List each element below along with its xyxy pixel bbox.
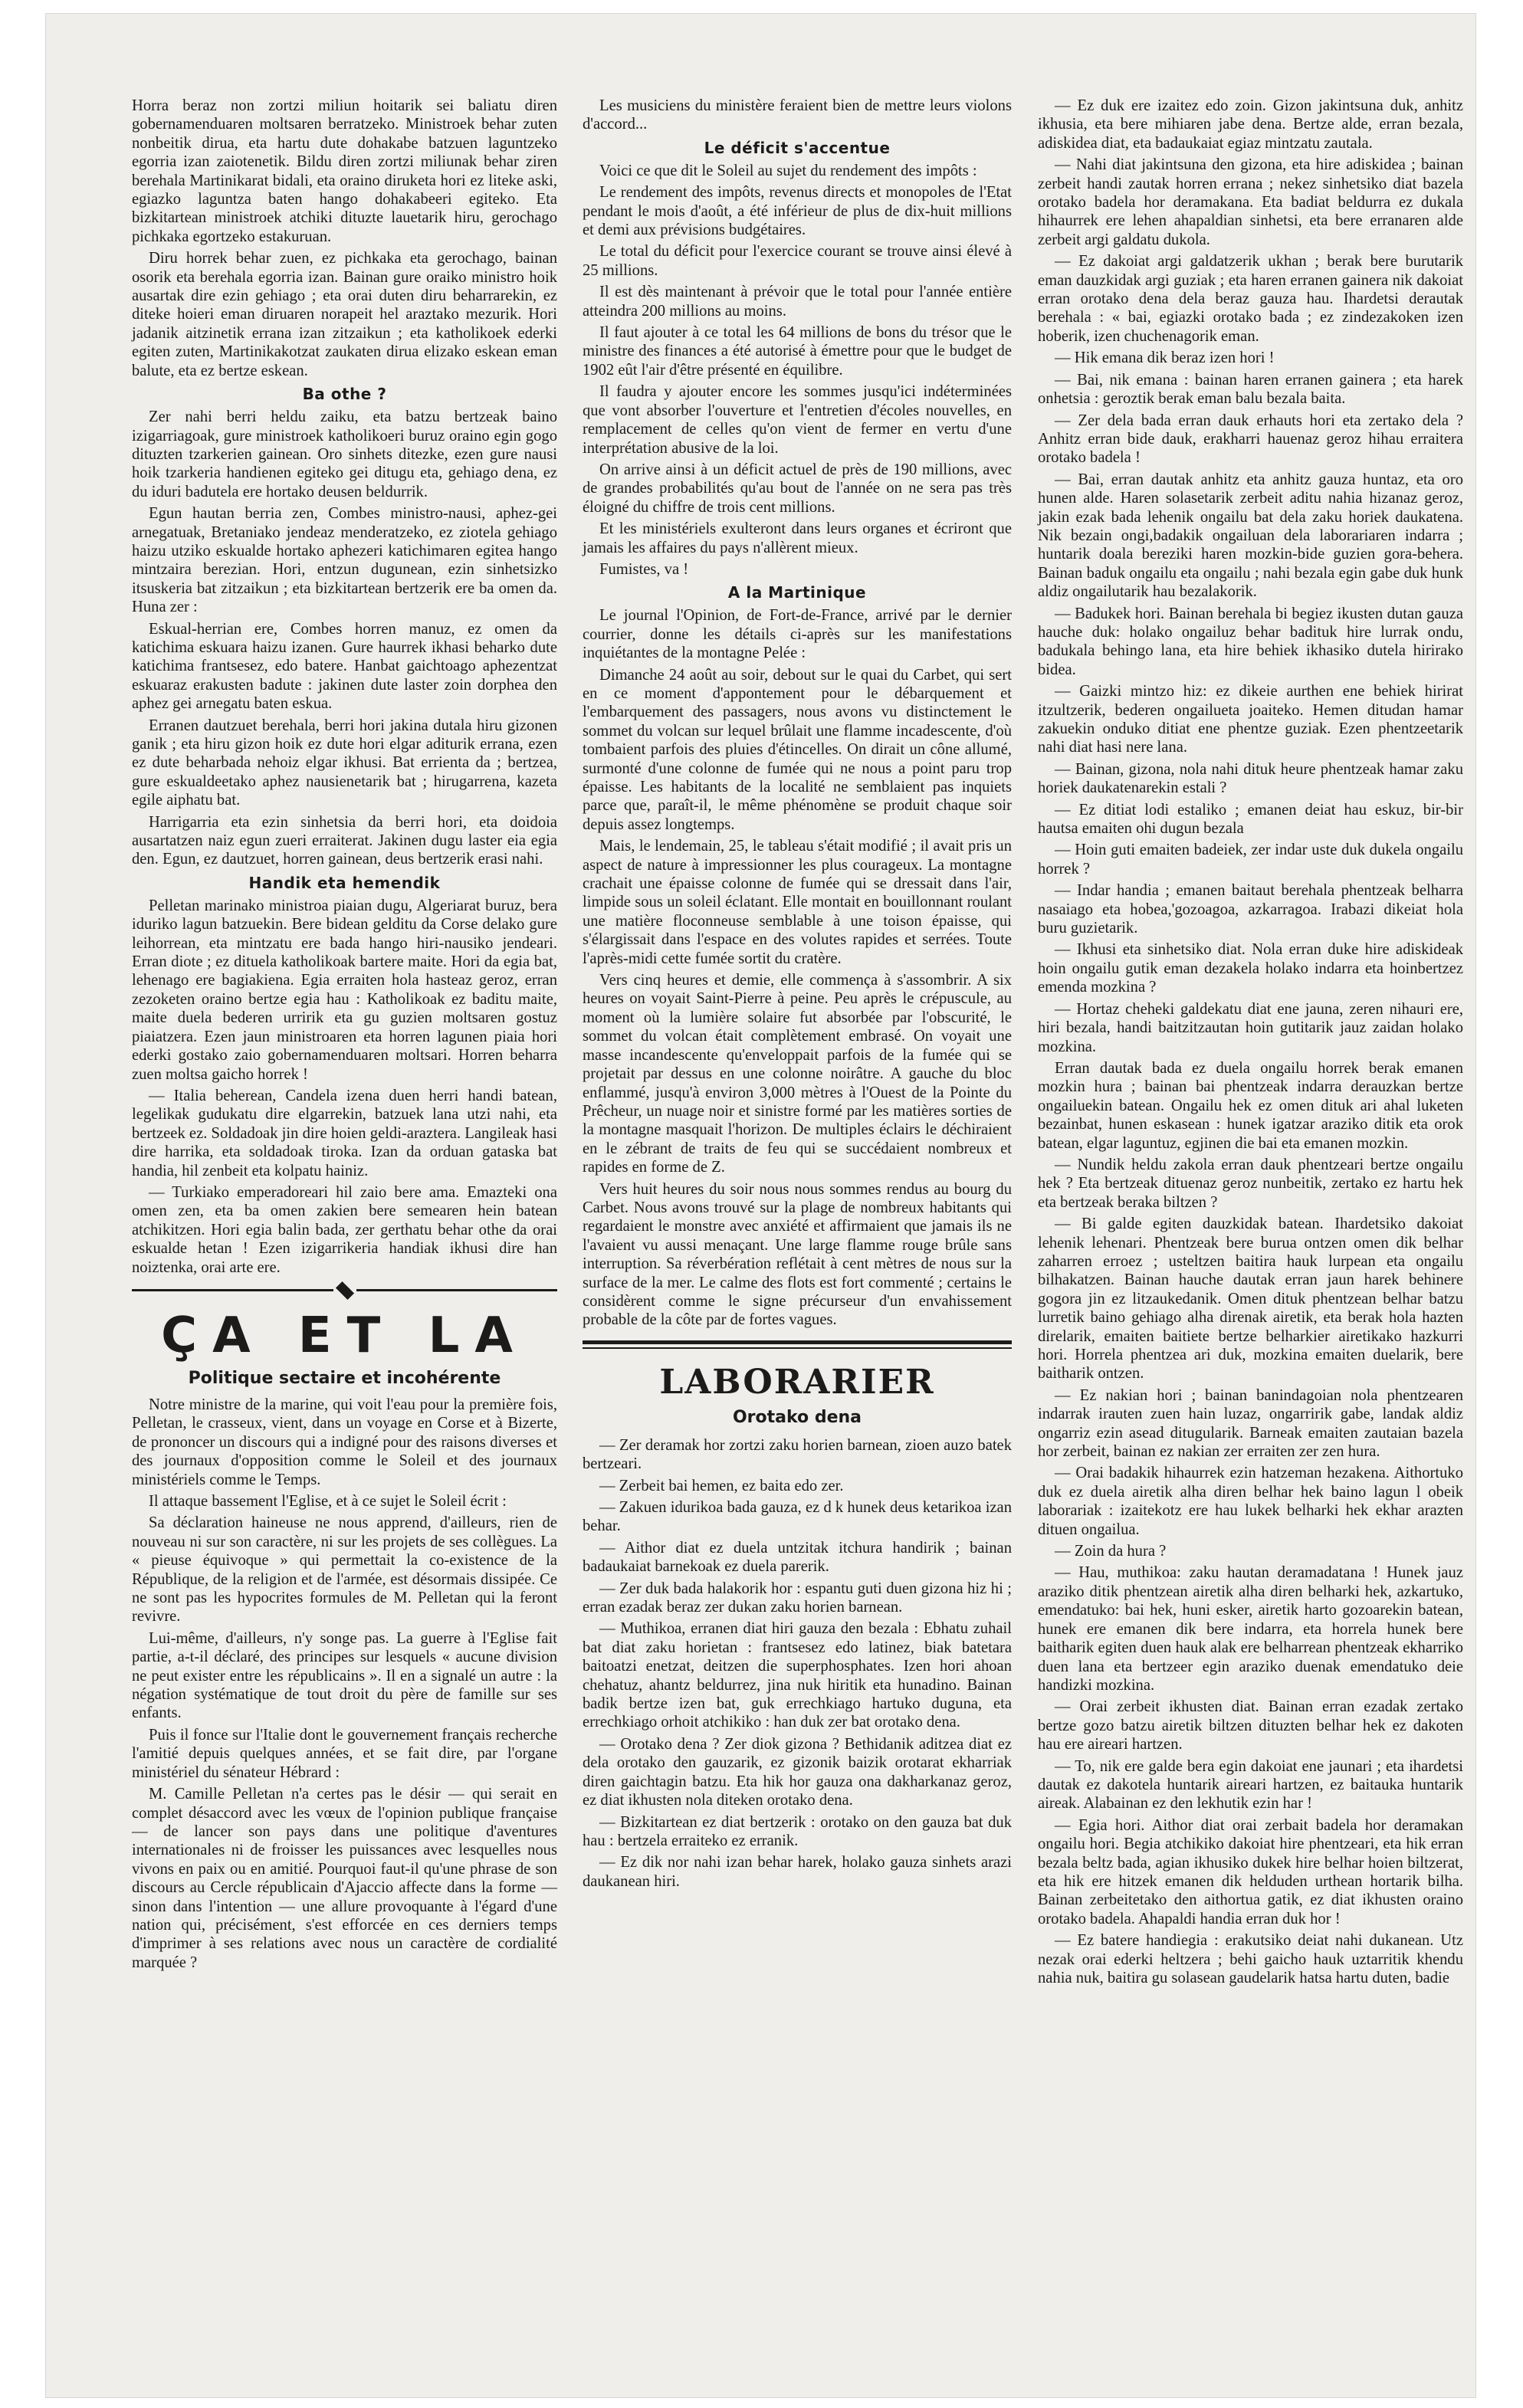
paragraph: — Ez nakian hori ; bainan banindagoian nola phentzearen indarrak irauten zuen hain luzaz, ongarririk gabe, landak aldiz ongarriz ezin asead ditugularik. Barneak emaiten zautaian bazela hor zerbeit, bainan ez nakian zer erraiten zer zen hura. [1038, 1386, 1463, 1461]
ornamental-divider [132, 1284, 557, 1297]
paragraph: — Badukek hori. Bainan berehala bi begiez ikusten dutan gauza hauche duk: holako ongailuz behar badituk hire lurrak ondu, badukala behingo lana, eta hire behiek ikhasiko dutela hirirako bidea. [1038, 605, 1463, 678]
paragraph: Puis il fonce sur l'Italie dont le gouvernement français recherche l'amitié depuis quelques années, et se fait dire, par l'organe ministériel du sénateur Hébrard : [132, 1726, 557, 1781]
paragraph: Erranen dautzuet berehala, berri hori jakina dutala hiru gizonen ganik ; eta hiru gizon hoik ez dute hori elgar aditurik errana, ezen ez dute beharbada nehoiz elgar ikhusi. Bat errienta da ; bertzea, gure eskualdeetako aphez nausienetarik bat ; hirugarrena, kazeta egile aiphatu bat. [132, 717, 557, 809]
paragraph: — Bi galde egiten dauzkidak batean. Ihardetsiko dakoiat lehenik lehenari. Phentzeak bere burua ontzen omen dik belhar zaharren erroez ; usteltzen baitira hauk lurpean eta ongailu bilhakatzen. Bainan hauche dautak erran jaun harek behinere gogora jin ez litzaukedanik. Omen dituk phentzean belhar batzu lurretik baino gehiago alha direnak airetik, eta berak hola hazten direlarik, emaiten baitiete bertze belharkier airetikako hazkurri hori. Horrela phentzea ari duk, mozkina emaiten duelarik, bere baitharik ontzen. [1038, 1215, 1463, 1383]
paragraph: — Italia beherean, Candela izena duen herri handi batean, legelikak gudukatu dire elgarrekin, batzuek lana utzi nahi, eta bertzeek ez. Soldadoak jin dire hoien geldi-araztera. Langileak hasi dire harrika, eta soldadoak tiroka. Izan da orduan gataska bat handia, hil zenbeit eta kolpatu hainiz. [132, 1087, 557, 1179]
paragraph: — Nahi diat jakintsuna den gizona, eta hire adiskidea ; bainan zerbeit handi zautak horren errana ; nekez sinhetsiko diat bazela orotako badela hor deramakana. Eta badiat beldurra ez dukala hihaurrek ere lehen ahapaldian sinhetsi, eta bere erranaren alde zerbeit argi galdatu dukola. [1038, 156, 1463, 248]
paragraph: Diru horrek behar zuen, ez pichkaka eta gerochago, bainan osorik eta berehala egorria izan. Bainan gure oraiko ministro hoik ausartak dire ezin gehiago ; eta orai duten diru beharrarekin, ez diteke hoieri eman diruaren norapeit hel araztako mezurik. Hori jadanik aitzinetik errana izan zitzaikun ; eta katholikoek ederki egiten zuten, Martinikakotzat zaukaten dirua elizako eskean eman balute, eta ez bertze eskean. [132, 250, 557, 379]
paragraph: Eskual-herrian ere, Combes horren manuz, ez omen da katichima eskuara haizu izanen. Gure haurrek ikhasi beharko dute katichima frantsesez, edo batere. Hanbat gaichtoago aphezentzat eskuaraz erakusten badute : jakinen dute laster zoin dorphea den aphez gei arnegatu baten eskua. [132, 620, 557, 713]
column-left [132, 97, 557, 1975]
paragraph: — Orai badakik hihaurrek ezin hatzeman hezakena. Aithortuko duk ez duela airetik alha diren belhar hek baino lagun l obeik laborariak : izaitekotz ere hau lukek belharki hek ekhar arazten dituen ongailua. [1038, 1465, 1463, 1538]
paragraph: — Zerbeit bai hemen, ez baita edo zer. [599, 1477, 844, 1494]
section-masthead: ÇA ET LA [161, 1307, 528, 1364]
paragraph: — Bizkitartean ez diat bertzerik : orotako on den gauza bat duk hau : bertzela erraiteko ez erranik. [583, 1813, 1012, 1849]
divider-thin [583, 1347, 1012, 1349]
paragraph: — Muthikoa, erranen diat hiri gauza den bezala : Ebhatu zuhail bat diat zaku horietan : frantsesez edo latinez, biak batetara baitoatzi enetzat, deitzen die superphosphates. Izen hori ahoan chehatuz, ahantz beldurrez, jina nuk hiritik eta hunadino. Bainan badik bertze izen bat, guk errechkiago hartuko duguna, eta errechkiago orhoit atchikiko : han duk zer bat orotako dena. [583, 1620, 1012, 1731]
paragraph: — Zer deramak hor zortzi zaku horien barnean, zioen auzo batek bertzeari. [583, 1436, 1012, 1473]
paragraph: Il faut ajouter à ce total les 64 millions de bons du trésor que le ministre des finances a été autorisé à émettre pour que le budget de 1902 eût l'air d'être présenté en équilibre. [583, 324, 1012, 379]
paragraph: — Gaizki mintzo hiz: ez dikeie aurthen ene behiek hirirat itzultzerik, bederen ongailueta joaiteko. Hemen ditudan hamar zakuekin onduko ditiat ene phentze guziak. Ezen phentzeetarik nahi diat hasi nere lana. [1038, 683, 1463, 756]
paragraph: — Zakuen idurikoa bada gauza, ez d k hunek deus ketarikoa izan behar. [583, 1499, 1012, 1535]
article-title: Orotako dena [732, 1407, 862, 1427]
divider-thick [583, 1340, 1012, 1344]
paragraph: — Turkiako emperadoreari hil zaio bere ama. Emazteki ona omen zen, eta ba omen zakien bere semearen hein batean atchikitzen. Hori egia balin bada, zer gerthatu behar othe da orai eskualde hetan ! Ezen izigarrikeria handiak ikhusi dire han noiztenka, orai arte ere. [132, 1183, 557, 1276]
paragraph: — Egia hori. Aithor diat orai zerbait badela hor deramakan ongailu hori. Begia atchikiko dakoiat hire phentzeari, eta hik erran bezala beltz bada, agian ikhusiko dukek hire belhar hoien biltzerat, eta hik ere hitzek emanen dik helduden urthean hortarik bilha. Bainan zerbeitetako den aithortua gatik, ez diat ikhusten oraino orotako badela. Ahapaldi handia erran duk hor ! [1038, 1816, 1463, 1927]
paragraph: Dimanche 24 août au soir, debout sur le quai du Carbet, qui sert en ce moment d'appontement pour le débarquement et l'embarquement des passagers, nous avons vu distinctement le sommet du volcan sur lequel brûlait une flamme incadescente, d'où tombaient parfois des pluies d'étincelles. On dirait un cône allumé, surmonté d'une colonne de fumée qui ne nous a point paru trop épaisse. Les habitants de la localité ne semblaient pas inquiets parce que, paraît-il, le même phénomène se produit chaque soir depuis assez longtemps. [583, 666, 1012, 833]
paragraph: — Nundik heldu zakola erran dauk phentzeari bertze ongailu hek ? Eta bertzeak dituenaz geroz nunbeitik, zertako ez hartu hek eta bertzeak beraka biltzen ? [1038, 1156, 1463, 1211]
paragraph: — Hau, muthikoa: zaku hautan deramadatana ! Hunek jauz araziko ditik phentzean airetik alha diren belharki hek, azkartuko, emendatuko: bai hek, huni esker, airetik harto gozoarekin batean, hunek ere emanen dik bere indarra, eta horrela hunek bere baitharik egiten duen hauk alak ere belharrean phentzeak ekharriko duen lana eta bertzeer egin araziko duenak emendatuko deie handizki mozkina. [1038, 1564, 1463, 1694]
section-heading: Handik eta hemendik [248, 873, 441, 892]
paragraph: — Ikhusi eta sinhetsiko diat. Nola erran duke hire adiskideak hoin ongailu gutik eman dezakela holako indarra eta hoinbertzez emenda mozkina ? [1038, 941, 1463, 996]
paragraph: Erran dautak bada ez duela ongailu horrek berak emanen mozkin hura ; bainan bai phentzeak indarra derauzkan bertze ongailuekin batean. Ongailu hek ez omen dituk ari ahal luketen bezainbat, hunen eskasean : hunek igatzar araziko ditik eta orok batean, elgar laguntuz, egjinen die bai eta emanen mozkin. [1038, 1059, 1463, 1152]
section-masthead: LABORARIER [659, 1362, 935, 1402]
paragraph: Lui-même, d'ailleurs, n'y songe pas. La guerre à l'Eglise fait partie, a-t-il déclaré, des principes sur lesquels « aucune division ne peut exister entre les républicains ». Il en a signalé un autre : la négation systématique de tout droit du père de famille sur ses enfants. [132, 1629, 557, 1722]
paragraph: — Hortaz cheheki galdekatu diat ene jauna, zeren nihauri ere, hiri bezala, handi baitzitzautan hoin gutitarik jauz zaidan holako mozkina. [1038, 1000, 1463, 1055]
paragraph: Les musiciens du ministère feraient bien de mettre leurs violons d'accord... [583, 97, 1012, 133]
paragraph: Harrigarria eta ezin sinhetsia da berri hori, eta doidoia ausartatzen naiz egun zueri erraiterat. Jakinen dugu laster eia egia den. Egun, ez dautzuet, horren gainean, deus bertzerik erasi nahi. [132, 813, 557, 868]
paragraph: — Ez dik nor nahi izan behar harek, holako gauza sinhets arazi daukanean hiri. [583, 1854, 1012, 1890]
paragraph: — Bainan, gizona, nola nahi dituk heure phentzeak hamar zaku horiek daukatenarekin estali ? [1038, 760, 1463, 797]
section-heading: Ba othe ? [302, 385, 387, 404]
paragraph: Pelletan marinako ministroa piaian dugu, Algeriarat buruz, bera iduriko lagun batzuekin. Bere bidean gelditu da Corse delako gure leihorrean, eta mintzatu ere bada hango hiri-nausiko jendeari. Erran diote ; ez dituela katholikoak bartere maite. Hori da egia bat, lehenago ere bagiakiena. Egia erraiten hola hasteaz geroz, erran zezoketen oraino bertze egia hau : Katholikoak ez baditu maite, maite duela bederen urririk eta gu guzien moltsaren gostuz piaiatzera. Ezen jaun ministroaren eta horren lagunen piaia hori ederki gostako zaio gobernamenduaren moltsari. Horren beharra zuen moltsa gaicho horrek ! [132, 897, 557, 1083]
section-heading: Le déficit s'accentue [704, 138, 891, 157]
paragraph: On arrive ainsi à un déficit actuel de près de 190 millions, avec de grandes probabilités qu'au bout de l'année on ne sera pas très éloigné du chiffre de trois cent millions. [583, 461, 1012, 516]
paragraph: — Indar handia ; emanen baitaut berehala phentzeak belharra nasaiago eta hobea,'gozoagoa, azkarragoa. Irabazi dikeiat hola buru guzietarik. [1038, 882, 1463, 937]
newspaper-page [46, 14, 1475, 2397]
paragraph: Fumistes, va ! [599, 560, 689, 578]
paragraph: — Orotako dena ? Zer diok gizona ? Bethidanik aditzea diat ez dela orotako den gauzarik, ez gizonik baizik orotarat ekharriak diren gaichtagin batzu. Eta hik hor gauza ona dakharkanaz geroz, ez diat ikhusten nola diteken orotako dena. [583, 1735, 1012, 1809]
column-right [1038, 97, 1463, 1990]
paragraph: Egun hautan berria zen, Combes ministro-nausi, aphez-gei arnegatuak, Bretaniako jendeaz menderatzeko, ez ziotela gehiago haizu utziko eskualde hortako aphezeri katichimaren egitea hango mintzaira berezian. Hori, entzun dugunean, ezin sinhetsizko itsuskeria bat zitzaikun ; eta bizkitartean bertzerik ere ba omen da. Huna zer : [132, 505, 557, 616]
paragraph: — Hoin guti emaiten badeiek, zer indar uste duk dukela ongailu horrek ? [1038, 841, 1463, 878]
paragraph: — Zer dela bada erran dauk erhauts hori eta zertako dela ? Anhitz erran bide dauk, erakharri hauenaz geroz hihau erraitera orotako badela ! [1038, 412, 1463, 467]
paragraph: — Bai, erran dautak anhitz eta anhitz gauza huntaz, eta oro hunen alde. Haren solasetarik zerbeit aditu nahia hizanaz geroz, jakin ezak bada lehenik ongailu bat dela zaku horiek daukatena. Nik bezain ongi,badakik ongailuan dela laborariaren indarra ; huntarik doala bereziki haren mozkin-bide guzien gora-behera. Bainan baduk ongailu eta ongailu ; nahi bezala egin gabe duk hunk aldiz ongailutarik hau bezalakorik. [1038, 471, 1463, 601]
paragraph: Sa déclaration haineuse ne nous apprend, d'ailleurs, rien de nouveau ni sur son caractère, ni sur les projets de ses collègues. La « pieuse équivoque » qui permettait la co-existence de la République, de la religion et de l'armée, est désormais dissipée. Ce ne sont pas les hypocrites formules de M. Pelletan qui la feront revivre. [132, 1514, 557, 1626]
paragraph: — Orai zerbeit ikhusten diat. Bainan erran ezadak zertako bertze gozo batzu airetik biltzen dituzten belhar hek ez dakoten hau ere aireari hartzen. [1038, 1698, 1463, 1754]
paragraph: Il attaque bassement l'Eglise, et à ce sujet le Soleil écrit : [149, 1493, 507, 1510]
paragraph: Le total du déficit pour l'exercice courant se trouve ainsi élevé à 25 millions. [583, 243, 1012, 279]
paragraph: — Ez batere handiegia : erakutsiko deiat nahi dukanean. Utz nezak orai ederki heltzera ; behi gaicho hauk uztarritik khendu nahia nuk, baitira gu solasean gaudelarik hatsa hartu duten, badie [1038, 1932, 1463, 1986]
paragraph: — Hik emana dik beraz izen hori ! [1055, 349, 1275, 367]
paragraph: Zer nahi berri heldu zaiku, eta batzu bertzeak baino izigarriagoak, gure ministroek katholikoeri buruz oraino egin gogo dituzten tzarkerien gainean. Oro sinhets ditezke, ezen gure nausi hoik tzarkeria handienen egiteko gei ditugu eta, gehiago dena, ez du iduri badutela ere hortako deusen beldurrik. [132, 408, 557, 500]
paragraph: Le journal l'Opinion, de Fort-de-France, arrivé par le dernier courrier, donne les détails ci-après sur les manifestations inquiétantes de la montagne Pelée : [583, 607, 1012, 662]
paragraph: Vers cinq heures et demie, elle commença à s'assombrir. A six heures on voyait Saint-Pierre à peine. Peu après le crépuscule, au moment où la lumière solaire fut absorbée par l'obscurité, le sommet du volcan était complètement embrasé. On voyait une masse incandescente qu'enveloppait parfois de la fumée qui se projetait par dessus en une colonne noirâtre. A gauche du bloc enflammé, jusqu'à environ 3,000 mètres à l'Ouest de la Pointe du Prêcheur, un nuage noir et sinistre formé par les matières sorties de la montagne masquait l'horizon. De multiples éclairs le déchiraient en le zébrant de traits de feu qui se succédaient nombreux et rapides en forme de Z. [583, 972, 1012, 1176]
column-middle [583, 97, 1012, 1894]
paragraph: — Ez ditiat lodi estaliko ; emanen deiat hau eskuz, bir-bir hautsa emaiten ohi dugun bezala [1038, 801, 1463, 838]
paragraph: Il est dès maintenant à prévoir que le total pour l'année entière atteindra 200 millions au moins. [583, 284, 1012, 320]
paragraph: Notre ministre de la marine, qui voit l'eau pour la première fois, Pelletan, le crasseux, vient, dans un voyage en Corse et à Bizerte, de prononcer un discours qui a indigné pour des raisons diverses et des journaux d'opposition comme le Soleil et des journaux ministériels comme le Temps. [132, 1396, 557, 1488]
paragraph: — Zoin da hura ? [1055, 1543, 1167, 1560]
paragraph: Voici ce que dit le Soleil au sujet du rendement des impôts : [599, 162, 977, 179]
paragraph: — Ez duk ere izaitez edo zoin. Gizon jakintsuna duk, anhitz ikhusia, eta bere mihiaren jabe dena. Bertze alde, erran bezala, adiskidea diat, eta badaukaiat egiaz mintzatu zautala. [1038, 97, 1463, 152]
paragraph: — Aithor diat ez duela untzitak itchura handirik ; bainan badaukaiat barnekoak ez duela parerik. [583, 1539, 1012, 1576]
paragraph: Le rendement des impôts, revenus directs et monopoles de l'Etat pendant le mois d'août, a été inférieur de plus de dix-huit millions et demi aux prévisions budgétaires. [583, 184, 1012, 239]
paragraph: Vers huit heures du soir nous nous sommes rendus au bourg du Carbet. Nous avons trouvé sur la plage de nombreux habitants qui regardaient le monstre avec anxiété et affirmaient que jamais ils ne l'avaient vu aussi menaçant. Une large flamme rouge brûle sans interruption. Sa réverbération reflétait à cent mètres de nous sur la surface de la mer. Le calme des flots est fort commenté ; certains le considèrent comme le signe précurseur d'un envahissement probable de la côte par de fortes vagues. [583, 1180, 1012, 1329]
paragraph: Il faudra y ajouter encore les sommes jusqu'ici indéterminées que vont absorber l'ouverture et l'entretien d'écoles nouvelles, en remplacement de celles qu'on vient de fermer en vertu d'une interprétation abusive de la loi. [583, 383, 1012, 457]
paragraph: Mais, le lendemain, 25, le tableau s'était modifié ; il avait pris un aspect de nature à impressionner les plus courageux. La montagne crachait une épaisse colonne de fumée qui se dressait dans l'air, limpide sous un soleil éclatant. Elle montait en bouillonnant roulant une matière floconneuse semblable à une toison épaisse, qui s'élargissait dans l'espace en des volutes rapides et serrées. Toute l'après-midi cette fumée sortit du cratère. [583, 838, 1012, 967]
section-heading: A la Martinique [727, 583, 867, 602]
paragraph: — Bai, nik emana : bainan haren erranen gainera ; eta harek onhetsia : geroztik berak eman balu bezala baita. [1038, 371, 1463, 408]
paragraph: Et les ministériels exulteront dans leurs organes et écriront que jamais les affaires du pays n'allèrent mieux. [583, 520, 1012, 556]
paragraph: — To, nik ere galde bera egin dakoiat ene jaunari ; eta ihardetsi dautak ez dakotela huntarik aireari hartzen, ez baitauka huntarik aireak. Alabainan ez den lekhutik ezin har ! [1038, 1757, 1463, 1813]
paragraph: M. Camille Pelletan n'a certes pas le désir — qui serait en complet désaccord avec les vœux de l'opinion publique française — de lancer son pays dans une politique d'aventures internationales ni de froisser les puissances avec lesquelles nous vivons en paix ou en amitié. Pourquoi faut-il qu'une phrase de son discours au Cercle républicain d'Ajaccio affecte dans la forme — sinon dans l'intention — une allure provoquante à l'égard d'une nation qui, précisément, s'est efforcée en ces derniers temps d'imprimer à ses relations avec nous un caractère de cordialité marquée ? [132, 1786, 557, 1971]
paragraph: — Zer duk bada halakorik hor : espantu guti duen gizona hiz hi ; erran ezadak beraz zer dukan zaku horien barnean. [583, 1580, 1012, 1616]
paragraph: Horra beraz non zortzi miliun hoitarik sei baliatu diren gobernamenduaren moltsaren berratzeko. Ministroek behar zuten nonbeitik dirua, eta hartu dute dohakabe batzuen laguntzeko egorria izan zaiotenetik. Bildu diren zortzi miliunak behar ziren berehala Martinikarat bidali, eta oraino diruketa hori ez liteke aski, egiazko laguntza baten hango dohakabeeri egiteko. Eta bizkitartean ministroek atchiki dituzte lauetarik hiru, gerochago pichkaka egortzeko estakuruan. [132, 97, 557, 245]
paragraph: — Ez dakoiat argi galdatzerik ukhan ; berak bere burutarik eman dauzkidak argi guziak ; eta haren erranen gainera nik dakoiat erran orotako dena dela beraz gauza hau. Ihardetsi derautak berehala : « bai, egiazki orotako bada ; ez zindezakoken izen hoberik, izen chuchenagorik eman. [1038, 253, 1463, 345]
article-title: Politique sectaire et incohérente [188, 1368, 501, 1388]
